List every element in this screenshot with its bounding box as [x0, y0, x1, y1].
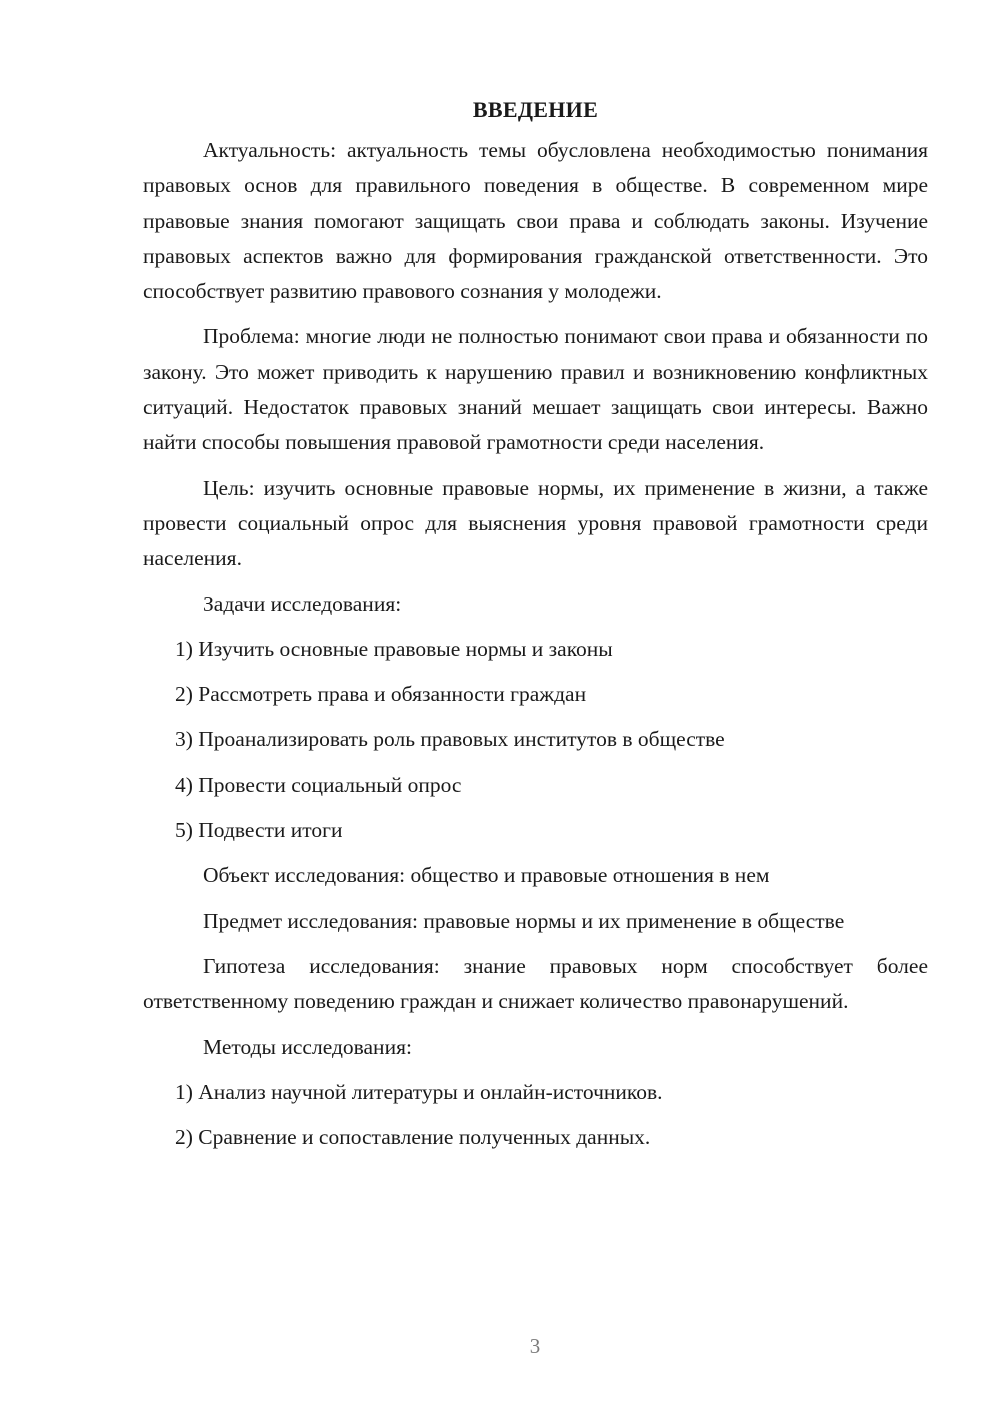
- page-number: 3: [529, 1334, 541, 1358]
- document-page: [143, 92, 928, 1165]
- object-paragraph: Объект исследования: общество и правовые отношения в нем: [203, 863, 770, 888]
- subject-paragraph: Предмет исследования: правовые нормы и их применение в обществе: [203, 908, 845, 933]
- relevance-paragraph: Актуальность: актуальность темы обусловлена необходимостью понимания правовых основ для правильного поведения в обществе. В современном мире правовые знания помогают защищать свои права и соблюдать законы. Изучение правовых аспектов важно для формирования гражданской ответственности. Это способствует развитию правового сознания у молодежи.: [143, 138, 928, 304]
- methods-heading: Методы исследования:: [203, 1034, 412, 1059]
- list-item: 1) Анализ научной литературы и онлайн-источников.: [175, 1079, 663, 1104]
- goal-paragraph: Цель: изучить основные правовые нормы, их применение в жизни, а также провести социальный опрос для выяснения уровня правовой грамотности среди населения.: [143, 475, 928, 571]
- hypothesis-paragraph: Гипотеза исследования: знание правовых норм способствует более ответственному поведению граждан и снижает количество правонарушений.: [143, 953, 928, 1014]
- list-item: 3) Проанализировать роль правовых институтов в обществе: [175, 727, 725, 752]
- list-item: 2) Сравнение и сопоставление полученных данных.: [175, 1125, 651, 1150]
- problem-paragraph: Проблема: многие люди не полностью понимают свои права и обязанности по закону. Это может приводить к нарушению правил и возникновению конфликтных ситуаций. Недостаток правовых знаний мешает защищать свои интересы. Важно найти способы повышения правовой грамотности среди населения.: [143, 324, 928, 455]
- section-title: ВВЕДЕНИЕ: [472, 97, 599, 122]
- tasks-heading: Задачи исследования:: [203, 591, 402, 616]
- list-item: 5) Подвести итоги: [175, 818, 343, 843]
- methods-list: [143, 1075, 928, 1156]
- list-item: 1) Изучить основные правовые нормы и законы: [175, 636, 613, 661]
- tasks-list: [143, 632, 928, 848]
- list-item: 4) Провести социальный опрос: [175, 772, 462, 797]
- list-item: 2) Рассмотреть права и обязанности граждан: [175, 682, 587, 707]
